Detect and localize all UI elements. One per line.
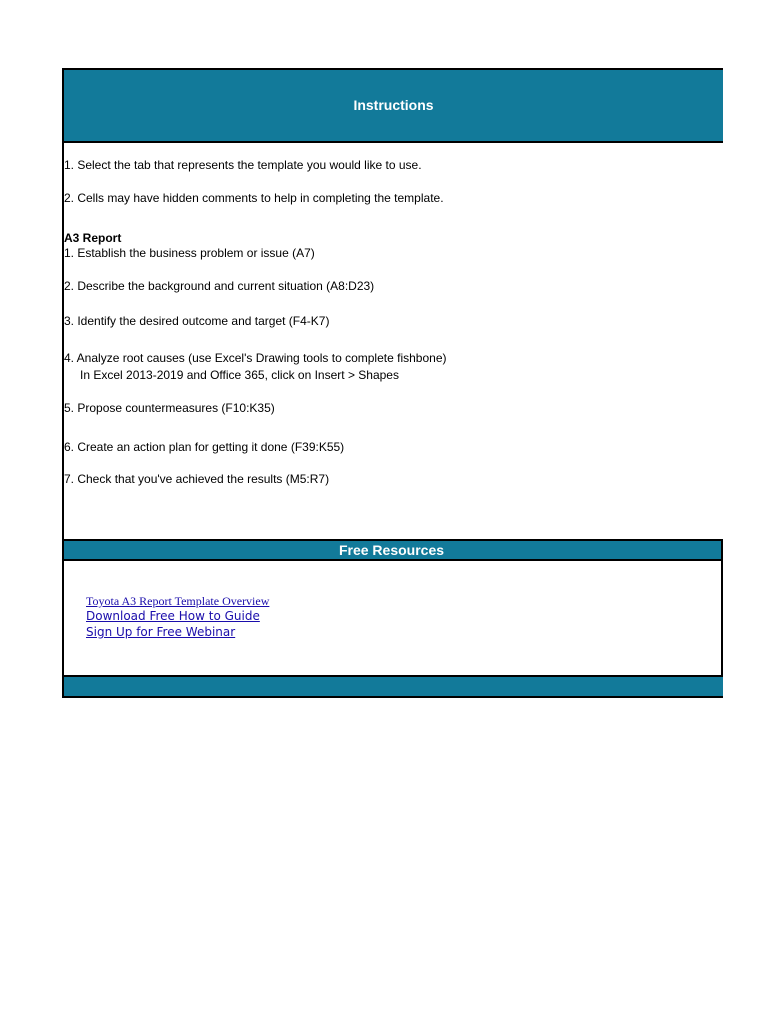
link-toyota-a3-overview[interactable]: Toyota A3 Report Template Overview — [86, 594, 270, 608]
a3-report-heading: A3 Report — [64, 231, 122, 245]
a3-step-2: 2. Describe the background and current situation (A8:D23) — [64, 279, 375, 293]
a3-step-4-note: In Excel 2013-2019 and Office 365, click on Insert > Shapes — [80, 368, 399, 382]
free-resources-band — [64, 539, 723, 561]
footer-band — [64, 677, 723, 698]
free-resources-panel — [64, 561, 723, 677]
instruction-line-select-tab: 1. Select the tab that represents the template you would like to use. — [64, 158, 422, 172]
a3-step-4: 4. Analyze root causes (use Excel's Drawing tools to complete fishbone) — [64, 351, 447, 365]
link-signup-webinar[interactable]: Sign Up for Free Webinar — [86, 625, 236, 639]
a3-step-7: 7. Check that you've achieved the results (M5:R7) — [64, 472, 330, 486]
a3-step-5: 5. Propose countermeasures (F10:K35) — [64, 401, 275, 415]
a3-step-6: 6. Create an action plan for getting it done (F39:K55) — [64, 440, 345, 454]
a3-step-3: 3. Identify the desired outcome and target (F4-K7) — [64, 314, 330, 328]
page-title: Instructions — [353, 97, 434, 113]
link-download-guide[interactable]: Download Free How to Guide — [86, 609, 260, 623]
instruction-line-hidden-comments: 2. Cells may have hidden comments to help in completing the template. — [64, 191, 444, 205]
instructions-sheet — [62, 68, 721, 698]
header-band — [64, 68, 723, 143]
free-resources-title: Free Resources — [338, 542, 445, 558]
a3-step-1: 1. Establish the business problem or issue (A7) — [64, 246, 315, 260]
